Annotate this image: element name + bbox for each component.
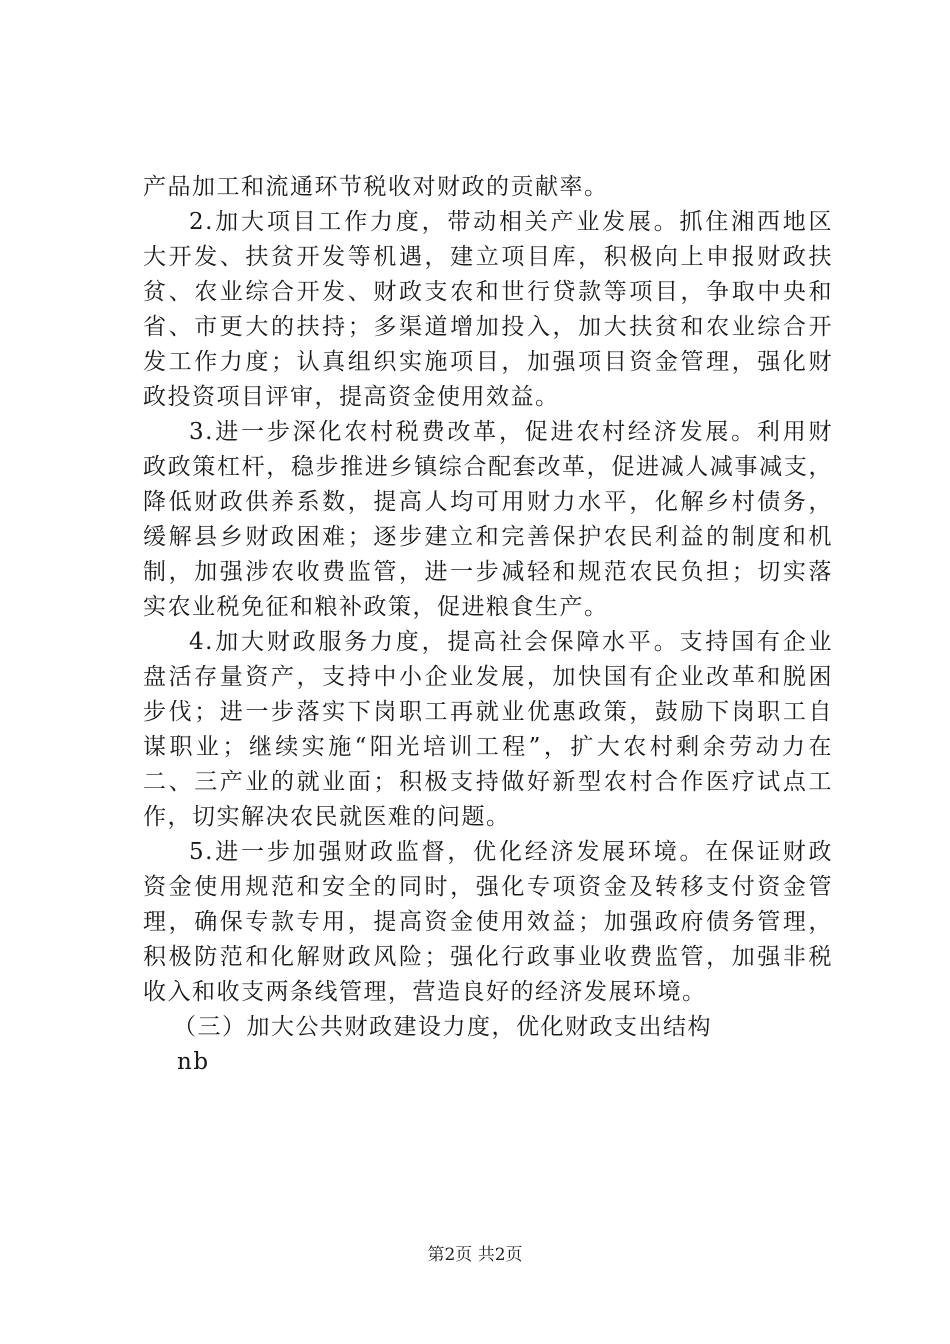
text-line: 实农业税免征和粮补政策，促进粮食生产。 <box>143 594 609 620</box>
text-line: 资金使用规范和安全的同时，强化专项资金及转移支付资金管 <box>143 874 833 900</box>
text-line: 盘活存量资产，支持中小企业发展，加快国有企业改革和脱困 <box>143 664 833 690</box>
text-line: 二、三产业的就业面；积极支持做好新型农村合作医疗试点工 <box>143 769 833 795</box>
text-line: 政投资项目评审，提高资金使用效益。 <box>143 384 560 410</box>
document-body <box>143 170 833 1080</box>
text-line: 制，加强涉农收费监管，进一步减轻和规范农民负担；切实落 <box>143 559 833 585</box>
text-line: 大开发、扶贫开发等机遇，建立项目库，积极向上申报财政扶 <box>143 244 833 270</box>
text-line: 积极防范和化解财政风险；强化行政事业收费监管，加强非税 <box>143 944 833 970</box>
text-line: 步伐；进一步落实下岗职工再就业优惠政策，鼓励下岗职工自 <box>143 699 833 725</box>
text-line: 理，确保专款专用，提高资金使用效益；加强政府债务管理， <box>143 909 833 935</box>
paragraph-2-first-line: 2.加大项目工作力度，带动相关产业发展。抓住湘西地区 <box>189 209 833 235</box>
text-line: 贫、农业综合开发、财政支农和世行贷款等项目，争取中央和 <box>143 279 833 305</box>
paragraph-5-first-line: 5.进一步加强财政监督，优化经济发展环境。在保证财政 <box>189 839 833 865</box>
text-line: 降低财政供养系数，提高人均可用财力水平，化解乡村债务， <box>143 489 833 515</box>
text-line: 省、市更大的扶持；多渠道增加投入，加大扶贫和农业综合开 <box>143 314 833 340</box>
text-line: 产品加工和流通环节税收对财政的贡献率。 <box>143 174 609 200</box>
text-line: 谋职业；继续实施“阳光培训工程”，扩大农村剩余劳动力在 <box>143 734 833 760</box>
text-line: 政政策杠杆，稳步推进乡镇综合配套改革，促进减人减事减支， <box>143 454 833 480</box>
text-line: 发工作力度；认真组织实施项目，加强项目资金管理，强化财 <box>143 349 833 375</box>
page-footer: 第2页 共2页 <box>427 1245 523 1265</box>
section-heading: （三）加大公共财政建设力度，优化财政支出结构 <box>173 1014 712 1040</box>
text-line: 收入和收支两条线管理，营造良好的经济发展环境。 <box>143 979 707 1005</box>
text-line: 缓解县乡财政困难；逐步建立和完善保护农民利益的制度和机 <box>143 524 833 550</box>
trailing-fragment: nb <box>177 1049 210 1075</box>
paragraph-3-first-line: 3.进一步深化农村税费改革，促进农村经济发展。利用财 <box>189 419 833 445</box>
paragraph-4-first-line: 4.加大财政服务力度，提高社会保障水平。支持国有企业 <box>189 629 833 655</box>
text-line: 作，切实解决农民就医难的问题。 <box>143 804 511 830</box>
